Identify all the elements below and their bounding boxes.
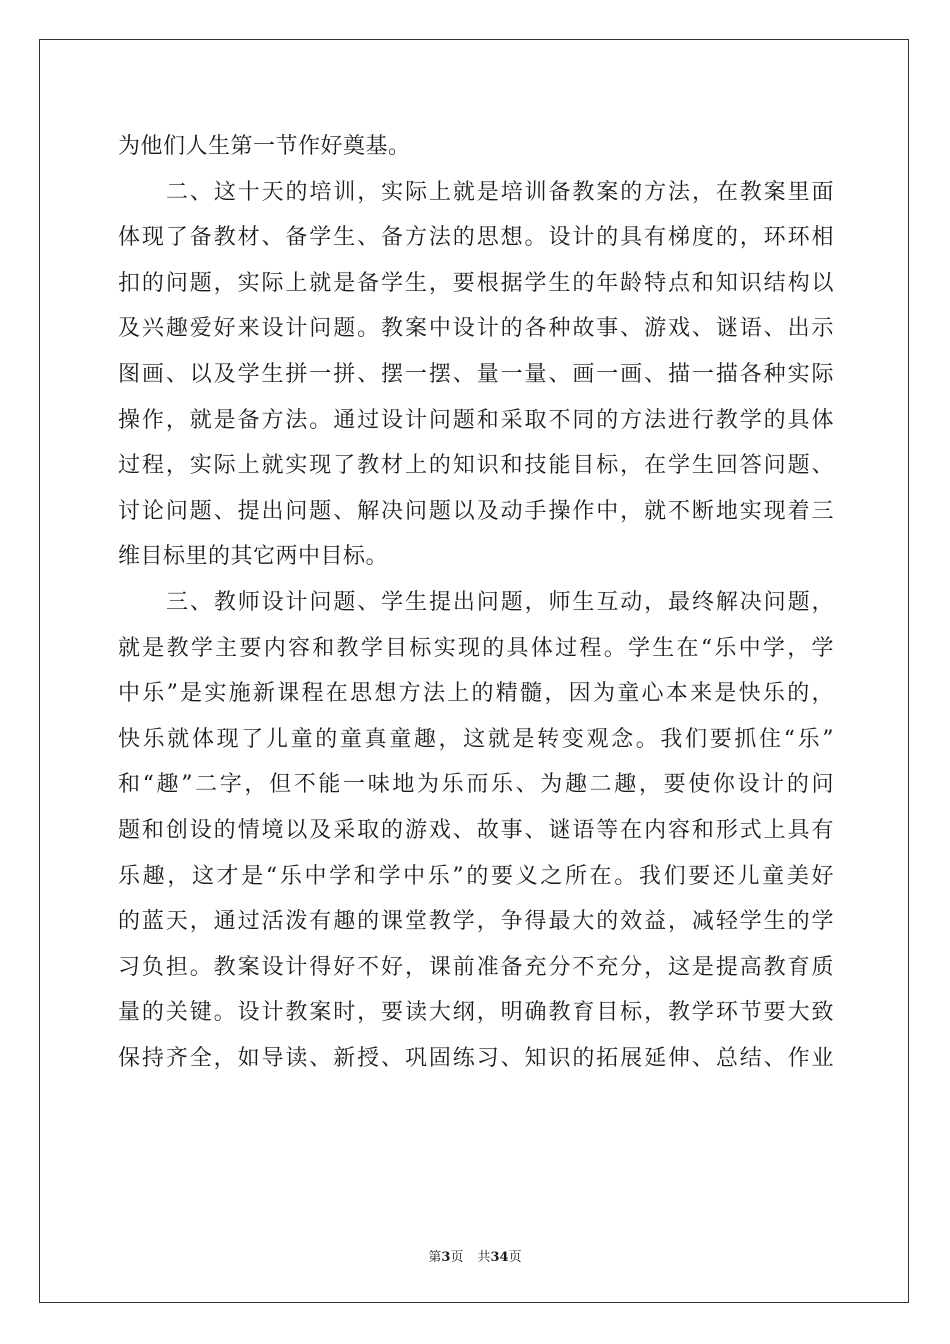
page-label-suffix: 页: [450, 1250, 464, 1265]
text-line: 题和创设的情境以及采取的游戏、故事、谜语等在内容和形式上具有: [118, 817, 834, 843]
text-line: 扣的问题，实际上就是备学生，要根据学生的年龄特点和知识结构以: [118, 270, 834, 296]
text-line: 保持齐全，如导读、新授、巩固练习、知识的拓展延伸、总结、作业: [118, 1045, 834, 1071]
text-line: 体现了备教材、备学生、备方法的思想。设计的具有梯度的，环环相: [118, 225, 834, 251]
page-label-prefix: 第: [428, 1250, 442, 1265]
text-line: 和“趣”二字，但不能一味地为乐而乐、为趣二趣，要使你设计的问: [118, 772, 834, 798]
text-line: 快乐就体现了儿童的童真童趣，这就是转变观念。我们要抓住“乐”: [118, 726, 834, 752]
total-label-suffix: 页: [508, 1250, 522, 1265]
page-footer: [0, 1246, 950, 1265]
document-body: [118, 124, 834, 1081]
text-line: 中乐”是实施新课程在思想方法上的精髓，因为童心本来是快乐的，: [118, 681, 834, 707]
text-line: 讨论问题、提出问题、解决问题以及动手操作中，就不断地实现着三: [118, 498, 834, 524]
text-line: 维目标里的其它两中目标。: [118, 544, 389, 570]
total-page-count: 34: [490, 1250, 509, 1265]
text-line: 图画、以及学生拼一拼、摆一摆、量一量、画一画、描一描各种实际: [118, 361, 834, 387]
text-line: 三、教师设计问题、学生提出问题，师生互动，最终解决问题，: [166, 589, 834, 615]
text-line: 为他们人生第一节作好奠基。: [118, 134, 411, 159]
text-line: 就是教学主要内容和教学目标实现的具体过程。学生在“乐中学，学: [118, 635, 834, 661]
text-line: 习负担。教案设计得好不好，课前准备充分不充分，这是提高教育质: [118, 954, 834, 980]
current-page-number: 3: [441, 1250, 451, 1265]
text-line: 操作，就是备方法。通过设计问题和采取不同的方法进行教学的具体: [118, 407, 834, 433]
text-line: 二、这十天的培训，实际上就是培训备教案的方法，在教案里面: [166, 179, 834, 205]
total-label-prefix: 共: [477, 1250, 491, 1265]
text-line: 过程，实际上就实现了教材上的知识和技能目标，在学生回答问题、: [118, 453, 834, 479]
text-line: 及兴趣爱好来设计问题。教案中设计的各种故事、游戏、谜语、出示: [118, 316, 834, 342]
text-line: 的蓝天，通过活泼有趣的课堂教学，争得最大的效益，减轻学生的学: [118, 909, 834, 935]
text-line: 量的关键。设计教案时，要读大纲，明确教育目标，教学环节要大致: [118, 1000, 834, 1026]
text-line: 乐趣，这才是“乐中学和学中乐”的要义之所在。我们要还儿童美好: [118, 863, 834, 889]
